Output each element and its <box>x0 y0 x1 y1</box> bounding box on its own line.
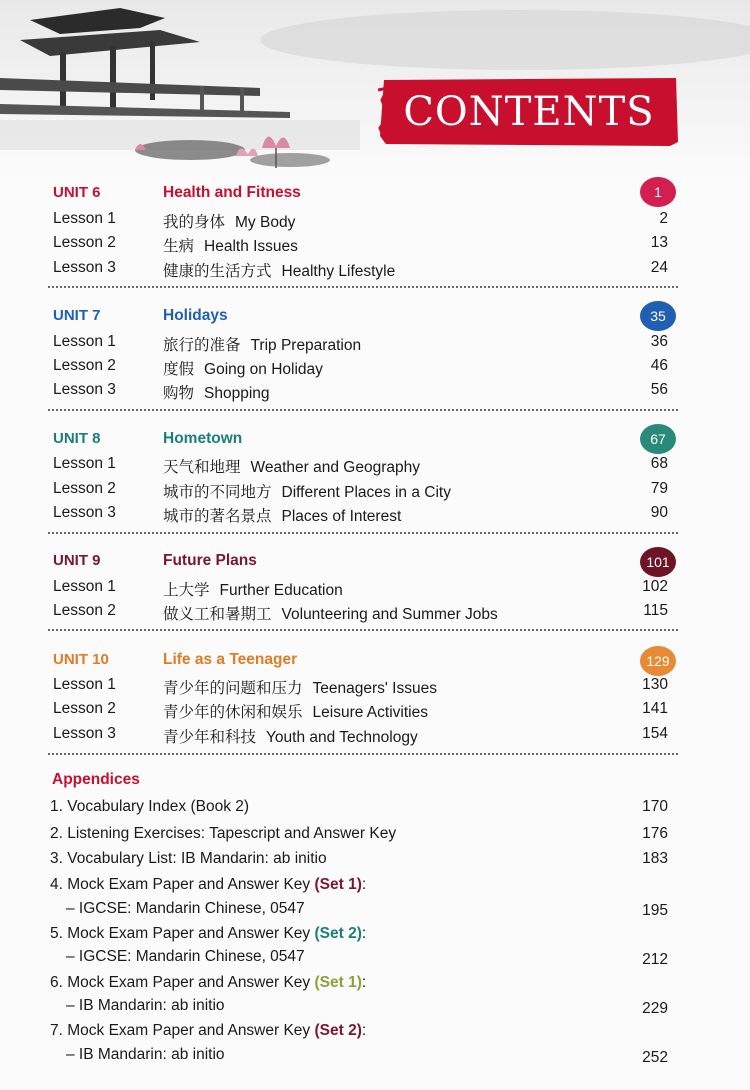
lesson-title-chinese: 健康的生活方式 <box>163 262 272 280</box>
lesson-page-number: 68 <box>650 455 668 472</box>
lesson-page-number: 46 <box>650 357 668 374</box>
lesson-label: Lesson 2 <box>53 234 116 251</box>
unit-header-8[interactable] <box>0 430 750 454</box>
appendices-heading: Appendices <box>52 771 140 788</box>
lesson-page-number: 154 <box>642 725 668 742</box>
lesson-title-english: Further Education <box>219 582 343 599</box>
section-divider <box>48 753 678 755</box>
lesson-title-chinese: 购物 <box>163 384 195 402</box>
unit-page-badge: 1 <box>640 177 676 207</box>
appendix-title: 6. Mock Exam Paper and Answer Key <box>50 974 311 991</box>
appendix-page-number: 183 <box>642 850 668 867</box>
lesson-title-english: Weather and Geography <box>250 459 420 476</box>
lesson-label: Lesson 2 <box>53 357 116 374</box>
lesson-title-english: Health Issues <box>204 238 298 255</box>
lesson-title-chinese: 青少年和科技 <box>163 728 257 746</box>
lesson-page-number: 102 <box>642 578 668 595</box>
lesson-title-chinese: 上大学 <box>163 581 210 599</box>
lesson-page-number: 79 <box>650 480 668 497</box>
lesson-row[interactable] <box>0 210 750 234</box>
lesson-row[interactable] <box>0 455 750 479</box>
lesson-row[interactable] <box>0 602 750 626</box>
appendix-page-number: 170 <box>642 798 668 815</box>
lesson-page-number: 56 <box>650 381 668 398</box>
appendix-title: 3. Vocabulary List: IB Mandarin: ab initio <box>50 850 327 867</box>
lesson-title-chinese: 我的身体 <box>163 213 226 231</box>
appendix-colon: : <box>361 1022 367 1039</box>
lesson-label: Lesson 3 <box>53 504 116 521</box>
unit-label: UNIT 6 <box>53 184 101 201</box>
appendix-subtitle: – IB Mandarin: ab initio <box>66 997 225 1014</box>
lesson-title-english: Going on Holiday <box>204 361 323 378</box>
lesson-row[interactable] <box>0 700 750 724</box>
unit-label: UNIT 7 <box>53 307 101 324</box>
unit-title: Life as a Teenager <box>163 651 298 668</box>
lesson-row[interactable] <box>0 725 750 749</box>
appendix-title: 5. Mock Exam Paper and Answer Key <box>50 925 311 942</box>
appendix-page-number: 212 <box>642 951 668 968</box>
lesson-label: Lesson 1 <box>53 210 116 227</box>
section-divider <box>48 286 678 288</box>
lesson-title-chinese: 生病 <box>163 237 195 255</box>
section-divider <box>48 629 678 631</box>
appendix-colon: : <box>361 974 367 991</box>
unit-label: UNIT 10 <box>53 651 109 668</box>
lesson-label: Lesson 3 <box>53 381 116 398</box>
lesson-label: Lesson 1 <box>53 676 116 693</box>
unit-title: Holidays <box>163 307 228 324</box>
lesson-row[interactable] <box>0 504 750 528</box>
unit-page-badge: 101 <box>640 547 676 577</box>
appendix-page-number: 176 <box>642 825 668 842</box>
lesson-title-english: Teenagers' Issues <box>312 680 437 697</box>
lesson-row[interactable] <box>0 381 750 405</box>
lesson-title-chinese: 青少年的问题和压力 <box>163 679 303 697</box>
lesson-row[interactable] <box>0 234 750 258</box>
unit-label: UNIT 9 <box>53 552 101 569</box>
unit-page-badge: 129 <box>640 646 676 676</box>
section-divider <box>48 532 678 534</box>
lesson-title-english: Youth and Technology <box>266 729 418 746</box>
unit-label: UNIT 8 <box>53 430 101 447</box>
lesson-label: Lesson 1 <box>53 333 116 350</box>
lesson-page-number: 13 <box>650 234 668 251</box>
lesson-label: Lesson 3 <box>53 259 116 276</box>
appendix-subtitle: – IGCSE: Mandarin Chinese, 0547 <box>66 900 305 917</box>
lesson-title-english: Leisure Activities <box>312 704 428 721</box>
appendix-title: 7. Mock Exam Paper and Answer Key <box>50 1022 311 1039</box>
appendix-page-number: 195 <box>642 902 668 919</box>
lesson-title-english: My Body <box>235 214 296 231</box>
appendix-page-number: 229 <box>642 1000 668 1017</box>
appendix-colon: : <box>361 876 367 893</box>
lesson-title-chinese: 城市的著名景点 <box>163 507 272 525</box>
set-label: (Set 2) <box>314 1022 362 1039</box>
lesson-title-chinese: 度假 <box>163 360 195 378</box>
lesson-label: Lesson 3 <box>53 725 116 742</box>
lesson-row[interactable] <box>0 357 750 381</box>
lesson-page-number: 2 <box>659 210 668 227</box>
lesson-title-english: Places of Interest <box>281 508 402 525</box>
lesson-label: Lesson 1 <box>53 455 116 472</box>
lesson-title-english: Trip Preparation <box>250 337 362 354</box>
lesson-title-chinese: 天气和地理 <box>163 458 241 476</box>
unit-title: Health and Fitness <box>163 184 301 201</box>
lesson-page-number: 90 <box>650 504 668 521</box>
appendix-title: 1. Vocabulary Index (Book 2) <box>50 798 250 815</box>
lesson-title-chinese: 旅行的准备 <box>163 336 241 354</box>
set-label: (Set 1) <box>314 876 362 893</box>
lesson-page-number: 141 <box>642 700 668 717</box>
set-label: (Set 1) <box>314 974 362 991</box>
unit-title: Future Plans <box>163 552 257 569</box>
page-title: CONTENTS <box>403 89 655 135</box>
appendix-subtitle: – IB Mandarin: ab initio <box>66 1046 225 1063</box>
appendix-page-number: 252 <box>642 1049 668 1066</box>
lesson-title-chinese: 青少年的休闲和娱乐 <box>163 703 303 721</box>
lesson-label: Lesson 2 <box>53 480 116 497</box>
unit-page-badge: 67 <box>640 424 676 454</box>
lesson-row[interactable] <box>0 578 750 602</box>
appendix-title: 2. Listening Exercises: Tapescript and Answer Key <box>50 825 397 842</box>
section-divider <box>48 409 678 411</box>
unit-title: Hometown <box>163 430 243 447</box>
lesson-page-number: 130 <box>642 676 668 693</box>
lesson-title-english: Different Places in a City <box>281 484 451 501</box>
lesson-page-number: 115 <box>643 602 668 619</box>
appendix-title: 4. Mock Exam Paper and Answer Key <box>50 876 311 893</box>
lesson-title-english: Healthy Lifestyle <box>281 263 396 280</box>
lesson-page-number: 36 <box>650 333 668 350</box>
lesson-title-chinese: 城市的不同地方 <box>163 483 272 501</box>
appendix-colon: : <box>361 925 367 942</box>
unit-header-7[interactable] <box>0 307 750 331</box>
lesson-label: Lesson 1 <box>53 578 116 595</box>
appendix-subtitle: – IGCSE: Mandarin Chinese, 0547 <box>66 948 305 965</box>
lesson-page-number: 24 <box>650 259 668 276</box>
unit-page-badge: 35 <box>640 301 676 331</box>
lesson-row[interactable] <box>0 480 750 504</box>
lesson-row[interactable] <box>0 333 750 357</box>
lesson-label: Lesson 2 <box>53 700 116 717</box>
unit-header-9[interactable] <box>0 552 750 576</box>
lesson-title-chinese: 做义工和暑期工 <box>163 605 272 623</box>
lesson-row[interactable] <box>0 259 750 283</box>
lesson-title-english: Shopping <box>204 385 270 402</box>
lesson-row[interactable] <box>0 676 750 700</box>
set-label: (Set 2) <box>314 925 362 942</box>
lesson-label: Lesson 2 <box>53 602 116 619</box>
lesson-title-english: Volunteering and Summer Jobs <box>281 606 498 623</box>
unit-header-6[interactable] <box>0 184 750 208</box>
unit-header-10[interactable] <box>0 651 750 675</box>
